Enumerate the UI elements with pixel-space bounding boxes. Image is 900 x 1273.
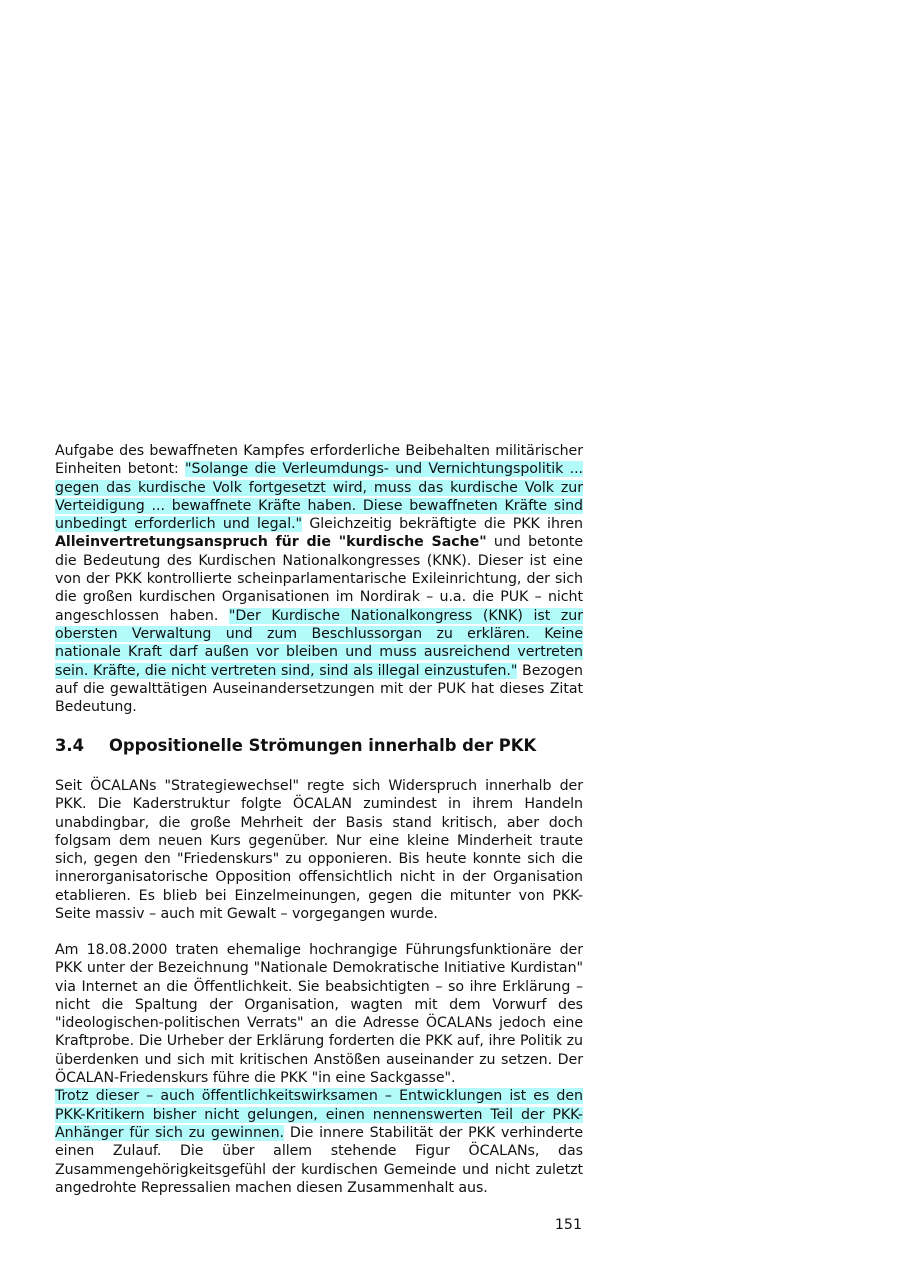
- body-paragraph: [55, 442, 583, 716]
- highlighted-quote: "Der Kurdische Nationalkongress (KNK) ist zur obersten Verwaltung und zum Beschlussorgan zu erklären. Keine nationale Kraft darf außen vor bleiben und muss ausreichend vertreten sein. Kräfte, die nicht vertreten sind, sind als illegal einzustufen.": [55, 607, 583, 679]
- section-heading: [55, 736, 615, 756]
- paragraph-strategiewechsel: [55, 777, 583, 923]
- page-number: 151: [554, 1217, 582, 1233]
- paragraph-kampf: [55, 442, 583, 716]
- paragraph-text: Die innere Stabilität der PKK verhinderte einen Zulauf. Die über allem stehende Figur ÖCALANs, das Zusammengehörigkeitsgefühl der kurdischen Gemeinde und nicht zuletzt angedrohte Repressalien machen diesen Zusammenhalt aus.: [55, 1124, 583, 1196]
- paragraph-text: Aufgabe des bewaffneten Kampfes erforderliche Beibehalten militärischer Einheiten betont:: [55, 443, 583, 478]
- paragraph-text: Gleichzeitig bekräftigte die PKK ihren: [302, 516, 583, 533]
- highlighted-quote: "Solange die Verleumdungs- und Vernichtungspolitik ... gegen das kurdische Volk fortgesetzt wird, muss das kurdische Volk zur Verteidigung ... bewaffnete Kräfte haben. Diese bewaffneten Kräfte sind unbedingt erforderlich und legal.": [55, 461, 583, 533]
- section-title: Oppositionelle Strömungen innerhalb der PKK: [109, 736, 537, 755]
- body-paragraph: Seit ÖCALANs "Strategiewechsel" regte sich Widerspruch innerhalb der PKK. Die Kaderstruktur folgte ÖCALAN zumindest in ihrem Handeln unabdingbar, die große Mehrheit der Basis stand kritisch, aber doch folgsam dem neuen Kurs gegenüber. Nur eine kleine Minderheit traute sich, gegen den "Friedenskurs" zu opponieren. Bis heute konnte sich die innerorganisatorische Opposition offensichtlich nicht in der Organisation etablieren. Es blieb bei Einzelmeinungen, gegen die mitunter von PKK-Seite massiv – auch mit Gewalt – vorgegangen wurde.: [55, 778, 583, 923]
- paragraph-text: Bezogen auf die gewalttätigen Auseinandersetzungen mit der PUK hat dieses Zitat Bedeutung.: [55, 662, 583, 716]
- section-number: 3.4: [55, 736, 85, 755]
- body-paragraph: [55, 1087, 583, 1197]
- paragraph-initiative: [55, 941, 583, 1197]
- bold-phrase: Alleinvertretungsanspruch für die "kurdische Sache": [55, 534, 487, 551]
- highlighted-sentence: Trotz dieser – auch öffentlichkeitswirksamen – Entwicklungen ist es den PKK-Kritikern bisher nicht gelungen, einen nennenswerten Teil der PKK-Anhänger für sich zu gewinnen.: [55, 1088, 583, 1141]
- paragraph-text: und betonte die Bedeutung des Kurdischen Nationalkongresses (KNK). Dieser ist eine von der PKK kontrollierte scheinparlamentarische Exileinrichtung, der sich die großen kurdischen Organisationen im Nordirak – u.a. die PUK – nicht angeschlossen haben.: [55, 534, 583, 624]
- body-paragraph: Am 18.08.2000 traten ehemalige hochrangige Führungsfunktionäre der PKK unter der Bezeichnung "Nationale Demokratische Initiative Kurdistan" via Internet an die Öffentlichkeit. Sie beabsichtigten – so ihre Erklärung – nicht die Spaltung der Organisation, wagten mit dem Vorwurf des "ideologischen-politischen Verrats" an die Adresse ÖCALANs jedoch eine Kraftprobe. Die Urheber der Erklärung forderten die PKK auf, ihre Politik zu überdenken und sich mit kritischen Anstößen auseinander zu setzen. Der ÖCALAN-Friedenskurs führe die PKK "in eine Sackgasse".: [55, 942, 583, 1087]
